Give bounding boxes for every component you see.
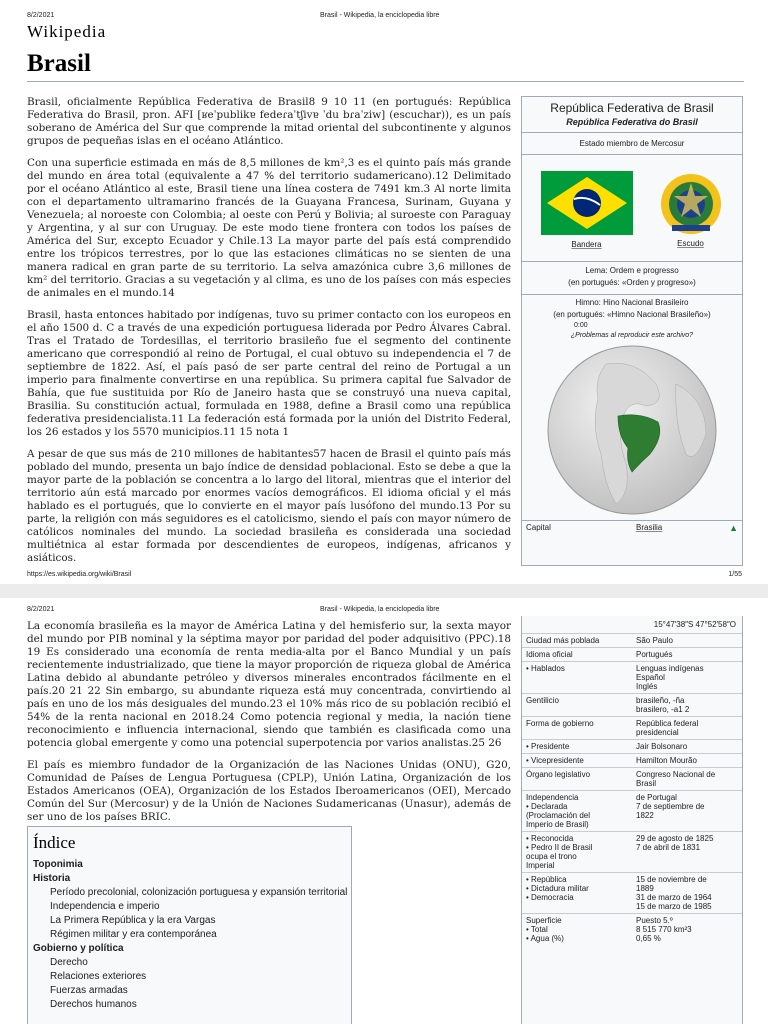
infobox-row [522,831,742,872]
wikipedia-logo[interactable]: Wikipedia [27,22,107,41]
paragraph: El país es miembro fundador de la Organización de las Naciones Unidas (ONU), G20, Comunidad de Países de Lengua Portuguesa (CPLP), Unión Latina, Organización de los Estados Americanos (OEA), Organización de los Estados Iberoamericanos (OEI), Mercado Común del Sur (Mercosur) y de la Unión de Naciones Sudamericanas (Unasur), además de ser uno de los países BRIC. [27,759,511,823]
infobox-subtitle: República Federativa do Brasil [566,117,698,127]
infobox-row-value[interactable]: Puesto 5.º 8 515 770 km²3 0,65 % [636,916,692,943]
paragraph: La economía brasileña es la mayor de América Latina y del hemisferio sur, la sexta mayor del mundo por PIB nominal y la séptima mayor por paridad del poder adquisitivo (PPC).18 19 Es considerado una economía de renta media-alta por el Banco Mundial y un país recientemente industrializado, que tiene la mayor proporción de riqueza global de América Latina debido al abundante petróleo y diversos minerales encontrados fácilmente en el país.20 21 22 Sin embargo, su abundante riqueza está muy concentrada, convirtiendo al país en uno de los más desiguales del mundo.23 el 10% más rico de su población recibió el 54% de la renta nacional en 2018.24 Como potencia regional y media, la nación tiene reconocimiento e influencia internacional, siendo que también es clasificada como una potencia global emergente y como una potencial superpotencia por varios analistas.25 26 [27,620,511,749]
infobox-row-label: • Presidente [526,742,570,751]
flag-label[interactable]: Bandera [571,240,602,249]
infobox-row-label: • Reconocida • Pedro II de Brasil ocupa el trono Imperial [526,834,593,870]
toc-title: Índice [33,833,76,852]
infobox-row-value[interactable]: Portugués [636,650,673,659]
capital-value[interactable]: Brasilia [636,523,663,532]
capital-pin-icon: ▲ [729,523,738,533]
print-date: 8/2/2021 [27,606,55,613]
infobox-status: Estado miembro de Mercosur [522,132,742,154]
flag-arms-row [522,154,742,253]
infobox-row [522,913,742,945]
capital-row [522,520,742,535]
infobox-row [522,739,742,753]
locator-map [522,342,742,518]
infobox-continued [521,616,743,1024]
table-of-contents [27,826,352,1024]
anthem-translation: (en portugués: «Himno Nacional Brasileño») [553,310,711,319]
infobox-row-label: Ciudad más poblada [526,636,600,645]
print-title: Brasil - Wikipedia, la enciclopedia libre [320,606,440,613]
infobox-row [522,753,742,767]
audio-time[interactable]: 0:00 [574,322,588,329]
anthem: Himno: Hino Nacional Brasileiro [522,294,742,310]
infobox-title: República Federativa de Brasil [550,101,714,115]
toc-item[interactable]: Período precolonial, colonización portuguesa y expansión territorial [50,887,348,898]
infobox-row-value[interactable]: República federal presidencial [636,719,699,737]
infobox-row [522,872,742,913]
toc-item[interactable]: Derechos humanos [50,999,137,1010]
toc-list [28,858,351,1012]
infobox-row [522,693,742,716]
footer-page: 1/55 [728,571,742,578]
toc-item[interactable]: Régimen militar y era contemporánea [50,929,217,940]
infobox [521,96,743,566]
motto: Lema: Ordem e progresso [522,261,742,278]
toc-item[interactable]: Historia [33,873,71,884]
toc-item[interactable]: Gobierno y política [33,943,124,954]
toc-item[interactable]: Derecho [50,957,88,968]
audio-help-link[interactable]: ¿Problemas al reproducir este archivo? [570,332,694,339]
infobox-row-value[interactable]: 15 de noviembre de 1889 31 de marzo de 1964 15 de marzo de 1985 [636,875,712,911]
title-divider [27,81,744,82]
infobox-row-value[interactable]: brasileño, -ña brasilero, -a1 2 [636,696,690,714]
infobox-row-label: • República • Dictadura militar • Democracia [526,875,589,902]
infobox-row-label: Idioma oficial [526,650,573,659]
print-date: 8/2/2021 [27,12,55,19]
toc-item[interactable]: La Primera República y la era Vargas [50,915,216,926]
infobox-row-value[interactable]: 29 de agosto de 1825 7 de abril de 1831 [636,834,714,852]
article-body [27,620,511,833]
page-title: Brasil [27,50,91,77]
infobox-row-label: Gentilicio [526,696,559,705]
infobox-row [522,647,742,661]
paragraph: A pesar de que sus más de 210 millones de habitantes57 hacen de Brasil el quinto país más poblado del mundo, presenta un bajo índice de densidad poblacional. Esto se debe a que la mayor parte de la población se concentra a lo largo del litoral, mientras que el interior del territorio aún está marcado por enormes vacíos demográficos. El idioma oficial y el más hablado es el portugués, que lo convierte en el mayor país lusófono del mundo.13 Por su parte, la religión con más seguidores es el catolicismo, siendo el país con mayor número de católicos nominales del mundo. La sociedad brasileña es considerada una sociedad multiétnica al estar formada por descendientes de europeos, indígenas, africanos y asiáticos. [27,448,511,564]
footer-url: https://es.wikipedia.org/wiki/Brasil [27,571,132,578]
infobox-row-value[interactable]: São Paulo [636,636,673,645]
infobox-row [522,790,742,831]
infobox-row-label: Independencia • Declarada (Proclamación del Imperio de Brasil) [526,793,591,829]
paragraph: Brasil, oficialmente República Federativa de Brasil8 9 10 11 (en portugués: República Federativa do Brasil, pron. AFI [ʁeˈpublikɐ fedeɾaˈtʃivɐ ˈdu bɾaˈziw] (escuchar)), es un país soberano de América del Sur que comprende la mitad oriental del subcontinente y algunos grupos de pequeñas islas en el océano Atlántico. [27,96,511,147]
brazil-flag-icon[interactable] [541,171,633,235]
infobox-row [522,633,742,647]
toc-item[interactable]: Toponimia [33,859,83,870]
toc-item[interactable]: Fuerzas armadas [50,985,128,996]
infobox-row [522,767,742,790]
infobox-row-value[interactable]: Jair Bolsonaro [636,742,688,751]
infobox-row-value[interactable]: Hamilton Mourão [636,756,697,765]
infobox-row [522,716,742,739]
infobox-rows [522,633,742,945]
infobox-row-value[interactable]: Lenguas indígenas Español Inglés [636,664,704,691]
infobox-row-value[interactable]: de Portugal 7 de septiembre de 1822 [636,793,705,820]
paragraph: Con una superficie estimada en más de 8,5 millones de km²,3 es el quinto país más grande del mundo en área total (equivalente a 47 % del territorio sudamericano).12 Delimitado por el océano Atlántico al este, Brasil tiene una línea costera de 7491 km.3 Al norte limita con el departamento ultramarino francés de la Guayana Francesa, Surinam, Guyana y Venezuela; al noroeste con Colombia; al oeste con Perú y Bolivia; al suroeste con Paraguay y Argentina, y al sur con Uruguay. De este modo tiene frontera con todos los países de América del Sur, excepto Ecuador y Chile.13 La mayor parte del país está comprendido entre los trópicos terrestres, por lo que las estaciones climáticas no se sienten de una manera radical en gran parte de su territorio. La selva amazónica cubre 3,6 millones de km² del territorio. Gracias a su vegetación y al clima, es uno de los países con más especies de animales en el mundo.14 [27,157,511,299]
pdf-page-2 [0,598,768,1024]
capital-label: Capital [526,523,551,532]
paragraph: Brasil, hasta entonces habitado por indígenas, tuvo su primer contacto con los europeos en el año 1500 d. C a través de una expedición portuguesa liderada por Pedro Álvares Cabral. Tras el Tratado de Tordesillas, el territorio brasileño fue el segmento del continente americano que correspondió al reino de Portugal, el cual obtuvo su independencia el 7 de septiembre de 1822. Así, el país pasó de ser parte central del reino de Portugal a un imperio para finalmente convertirse en una república. Su primera capital fue Salvador de Bahía, que fue sustituida por Río de Janeiro hasta que se construyó una nueva capital, Brasilia. Su constitución actual, formulada en 1988, define a Brasil como una república federativa presidencialista.11 La federación está formada por la unión del Distrito Federal, los 26 estados y los 5570 municipios.11 15 nota 1 [27,309,511,438]
infobox-row-label: • Hablados [526,664,565,673]
infobox-row-label: Superficie • Total • Agua (%) [526,916,564,943]
infobox-row-value[interactable]: Congreso Nacional de Brasil [636,770,716,788]
infobox-row-label: Órgano legislativo [526,770,591,779]
infobox-row-label: • Vicepresidente [526,756,584,765]
toc-item[interactable]: Relaciones exteriores [50,971,147,982]
arms-label[interactable]: Escudo [677,239,704,248]
print-title: Brasil - Wikipedia, la enciclopedia libre [320,12,440,19]
motto-translation: (en portugués: «Orden y progreso») [568,278,696,287]
coat-of-arms-icon[interactable] [658,171,724,237]
toc-item[interactable]: Independencia e imperio [50,901,160,912]
capital-coords[interactable]: 15°47′38″S 47°52′58″O [653,620,736,629]
globe-map-icon [546,344,718,516]
infobox-row-label: Forma de gobierno [526,719,594,728]
article-body [27,96,511,574]
infobox-row [522,661,742,693]
